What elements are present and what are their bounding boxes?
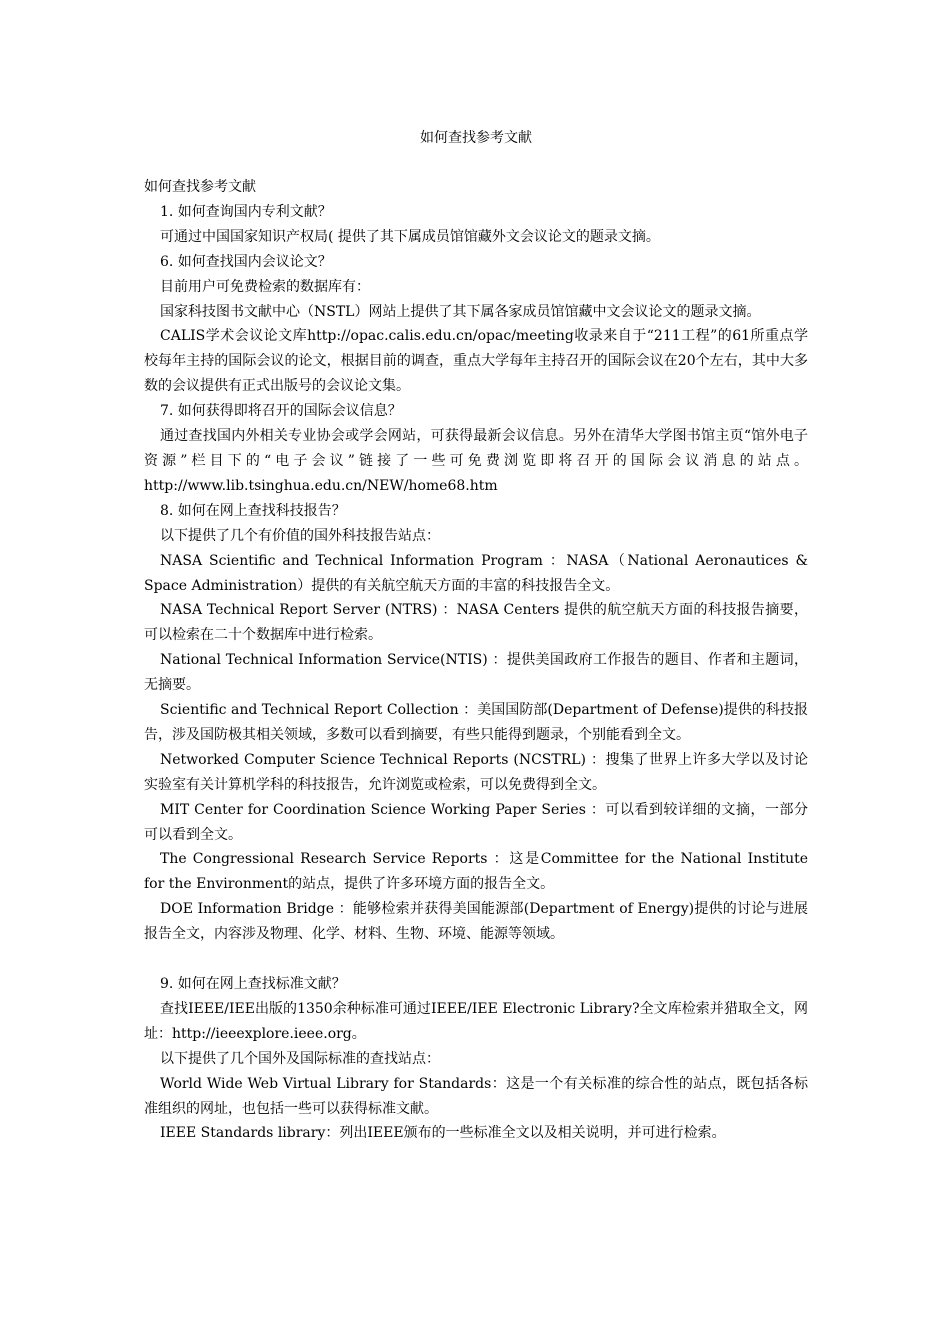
paragraph: 可通过中国国家知识产权局( 提供了其下属成员馆馆藏外文会议论文的题录文摘。 bbox=[160, 228, 660, 245]
paragraph: 目前用户可免费检索的数据库有： bbox=[160, 278, 370, 295]
question-heading: 1. 如何查询国内专利文献？ bbox=[160, 203, 332, 220]
body-heading: 如何查找参考文献 bbox=[144, 179, 256, 195]
question-heading: 7. 如何获得即将召开的国际会议信息？ bbox=[160, 403, 402, 420]
report-site-entry: National Technical Information Service(NTIS) ：提供美国政府工作报告的题目、作者和主题词，无摘要。 bbox=[144, 652, 808, 694]
document-page bbox=[144, 124, 808, 1146]
paragraph: 以下提供了几个国外及国际标准的查找站点： bbox=[160, 1050, 440, 1067]
paragraph: CALIS学术会议论文库http://opac.calis.edu.cn/opac/meeting收录来自于“211工程”的61所重点学校每年主持的国际会议的论文，根据目前的调查，重点大学每年主持召开的国际会议在20个左右，其中大多数的会议提供有正式出版号的会议论文集。 bbox=[144, 328, 808, 395]
report-site-entry: NASA Scientific and Technical Information Program ：NASA（National Aeronautices & Space Administration）提供的有关航空航天方面的丰富的科技报告全文。 bbox=[144, 552, 808, 594]
document-title: 如何查找参考文献 bbox=[420, 130, 532, 146]
question-heading: 8. 如何在网上查找科技报告？ bbox=[160, 502, 346, 519]
paragraph: 以下提供了几个有价值的国外科技报告站点： bbox=[160, 527, 440, 544]
report-site-entry: The Congressional Research Service Reports ：这是Committee for the National Institute for the Environment的站点，提供了许多环境方面的报告全文。 bbox=[144, 851, 808, 893]
report-site-entry: NASA Technical Report Server (NTRS) ：NASA Centers 提供的航空航天方面的科技报告摘要，可以检索在二十个数据库中进行检索。 bbox=[144, 602, 808, 644]
standards-site-entry: IEEE Standards library：列出IEEE颁布的一些标准全文以及相关说明，并可进行检索。 bbox=[160, 1125, 726, 1142]
report-site-entry: DOE Information Bridge ：能够检索并获得美国能源部(Department of Energy)提供的讨论与进展报告全文，内容涉及物理、化学、材料、生物、环境、能源等领域。 bbox=[144, 901, 808, 943]
question-heading: 9. 如何在网上查找标准文献？ bbox=[160, 975, 346, 992]
question-heading: 6. 如何查找国内会议论文？ bbox=[160, 253, 332, 270]
blank-line bbox=[144, 947, 808, 972]
paragraph: 国家科技图书文献中心（NSTL）网站上提供了其下属各家成员馆馆藏中文会议论文的题录文摘。 bbox=[160, 303, 761, 320]
paragraph: 通过查找国内外相关专业协会或学会网站，可获得最新会议信息。另外在清华大学图书馆主页“馆外电子资源”栏目下的“电子会议”链接了一些可免费浏览即将召开的国际会议消息的站点。http://www.lib.tsinghua.edu.cn/NEW/home68.htm bbox=[144, 428, 808, 494]
document-body bbox=[144, 175, 808, 1146]
report-site-entry: MIT Center for Coordination Science Working Paper Series ：可以看到较详细的文摘，一部分可以看到全文。 bbox=[144, 801, 808, 843]
paragraph: 查找IEEE/IEE出版的1350余种标准可通过IEEE/IEE Electronic Library?全文库检索并猎取全文，网址：http://ieeexplore.ieee.org。 bbox=[144, 1000, 808, 1042]
report-site-entry: Networked Computer Science Technical Reports (NCSTRL) ：搜集了世界上许多大学以及讨论实验室有关计算机学科的科技报告，允许浏览或检索，可以免费得到全文。 bbox=[144, 751, 808, 793]
standards-site-entry: World Wide Web Virtual Library for Standards：这是一个有关标准的综合性的站点，既包括各标准组织的网址，也包括一些可以获得标准文献。 bbox=[144, 1075, 808, 1117]
report-site-entry: Scientific and Technical Report Collection ：美国国防部(Department of Defense)提供的科技报告，涉及国防极其相关领域，多数可以看到摘要，有些只能得到题录，个别能看到全文。 bbox=[144, 702, 808, 743]
